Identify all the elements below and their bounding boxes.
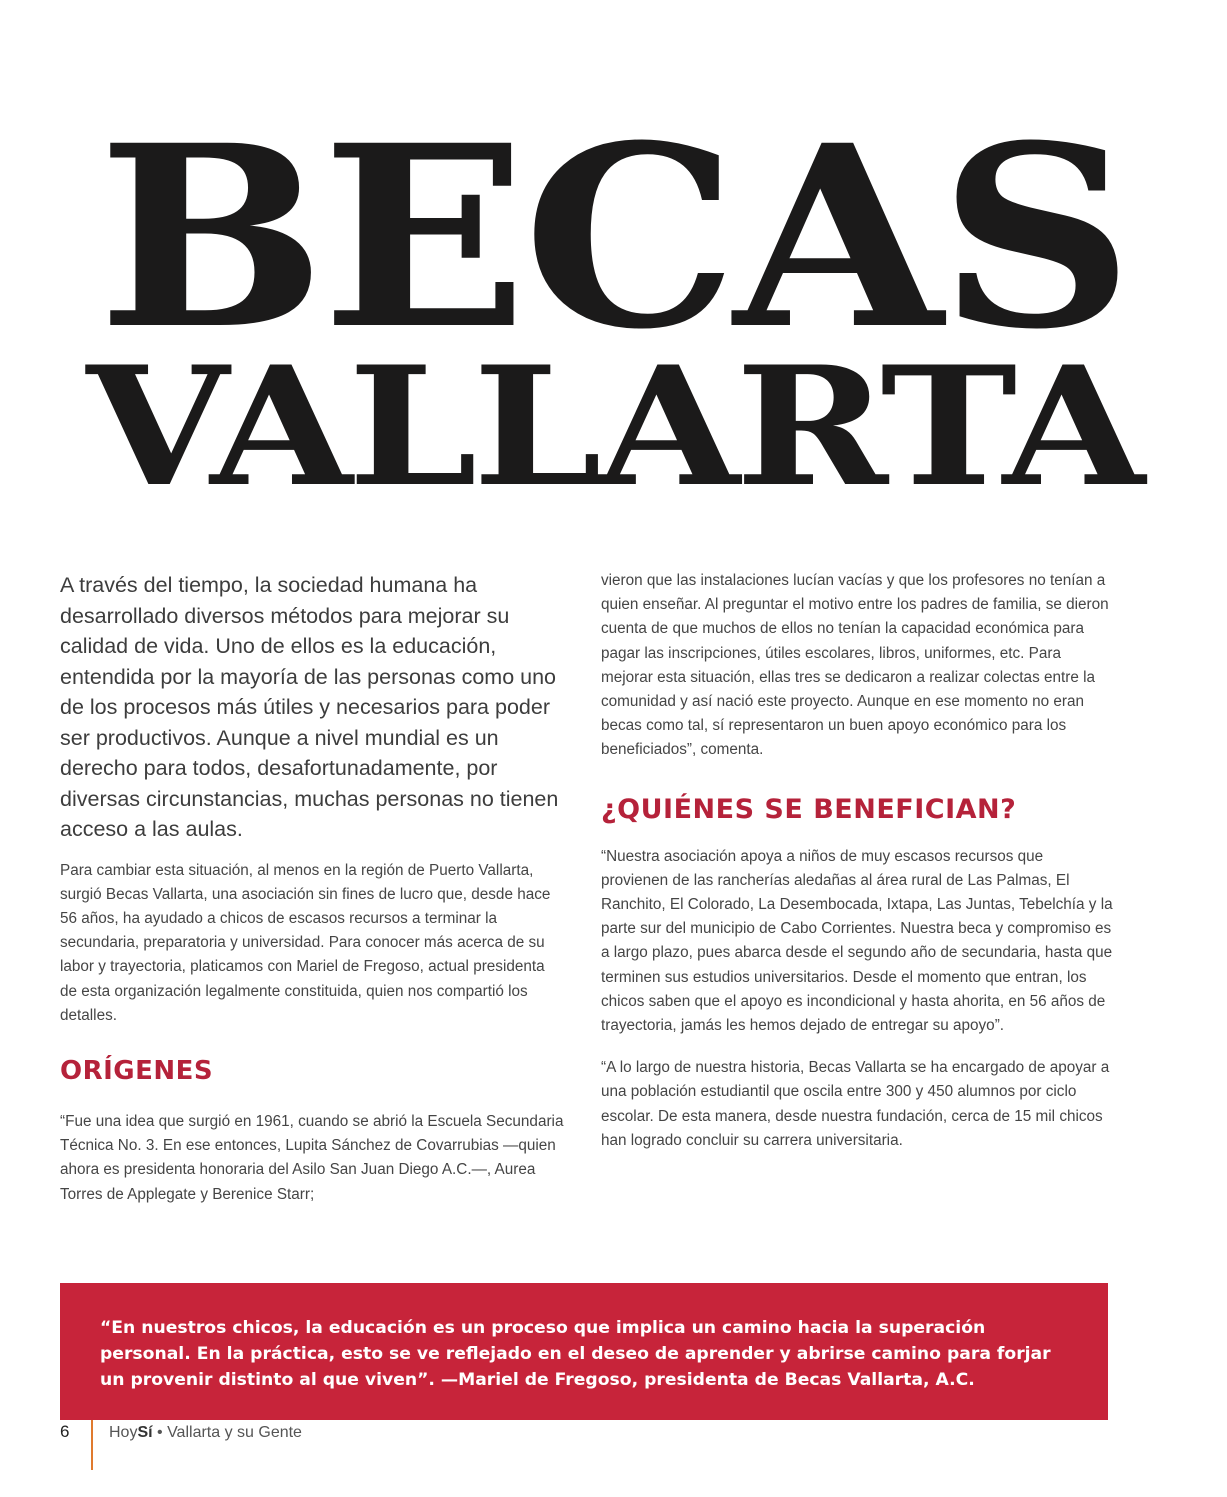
- publication-name: [109, 1422, 302, 1444]
- pull-quote-box: [60, 1283, 1108, 1420]
- intro-paragraph: Para cambiar esta situación, al menos en la región de Puerto Vallarta, surgió Becas Vallarta, una asociación sin fines de lucro que, desde hace 56 años, ha ayudado a chicos de escasos recursos a terminar la secundaria, preparatoria y universidad. Para conocer más acerca de su labor y trayectoria, platicamos con Mariel de Fregoso, actual presidenta de esta organización legalmente constituida, quien nos compartió los detalles.: [60, 861, 551, 1024]
- brand-hoy: Hoy: [109, 1424, 138, 1441]
- left-column: [60, 570, 565, 1225]
- origins-paragraph: “Fue una idea que surgió en 1961, cuando se abrió la Escuela Secundaria Técnica No. 3. En ese entonces, Lupita Sánchez de Covarrubias —quien ahora es presidenta honoraria del Asilo San Juan Diego A.C.—, Aurea Torres de Applegate y Berenice Starr;: [60, 1112, 564, 1203]
- pull-quote-text: “En nuestros chicos, la educación es un proceso que implica un camino hacia la superación personal. En la práctica, esto se ve reflejado en el deseo de aprender y abrirse camino para forjar un provenir distinto al que viven”. —Mariel de Fregoso, presidenta de Becas Vallarta, A.C.: [100, 1318, 1051, 1390]
- brand-si: Sí: [137, 1424, 153, 1441]
- history-paragraph: “A lo largo de nuestra historia, Becas Vallarta se ha encargado de apoyar a una población estudiantil que oscila entre 300 y 450 alumnos por ciclo escolar. De esta manera, desde nuestra fundación, cerca de 15 mil chicos han logrado concluir su carrera universitaria.: [601, 1059, 1110, 1149]
- page-number: 6: [60, 1422, 70, 1441]
- beneficiaries-heading: ¿QUIÉNES SE BENEFICIAN?: [601, 793, 1017, 825]
- lead-paragraph: A través del tiempo, la sociedad humana ha desarrollado diversos métodos para mejorar su calidad de vida. Uno de ellos es la educación, entendida por la mayoría de las personas como uno de los procesos más útiles y necesarios para poder ser productivos. Aunque a nivel mundial es un derecho para todos, desafortunadamente, por diversas circunstancias, muchas personas no tienen acceso a las aulas.: [60, 573, 559, 841]
- publication-tagline: • Vallarta y su Gente: [152, 1424, 302, 1441]
- right-column: [601, 569, 1113, 1171]
- title-line-1: BECAS: [97, 90, 1130, 384]
- footer-divider: [91, 1420, 93, 1470]
- continuation-paragraph: vieron que las instalaciones lucían vacías y que los profesores no tenían a quien enseñar. Al preguntar el motivo entre los padres de familia, se dieron cuenta de que muchos de ellos no tenían la capacidad económica para pagar las inscripciones, útiles escolares, libros, uniformes, etc. Para mejorar esta situación, ellas tres se dedicaron a realizar colectas entre la comunidad y así nació este proyecto. Aunque en ese momento no eran becas como tal, sí representaron un buen apoyo económico para los beneficiados”, comenta.: [601, 572, 1109, 759]
- page-footer: [60, 1420, 660, 1480]
- beneficiaries-paragraph: “Nuestra asociación apoya a niños de muy escasos recursos que provienen de las rancherías aledañas al área rural de Las Palmas, El Ranchito, El Colorado, La Desembocada, Ixtapa, Las Juntas, Tebelchía y la parte sur del municipio de Cabo Corrientes. Nuestra beca y compromiso es a largo plazo, pues abarca desde el segundo año de secundaria, hasta que terminen sus estudios universitarios. Desde el momento que entran, los chicos saben que el apoyo es incondicional y hasta ahorita, en 56 años de trayectoria, jamás les hemos dejado de entregar su apoyo”.: [601, 847, 1113, 1035]
- origins-heading: ORÍGENES: [60, 1055, 214, 1086]
- title-line-2: VALLARTA: [86, 330, 1141, 523]
